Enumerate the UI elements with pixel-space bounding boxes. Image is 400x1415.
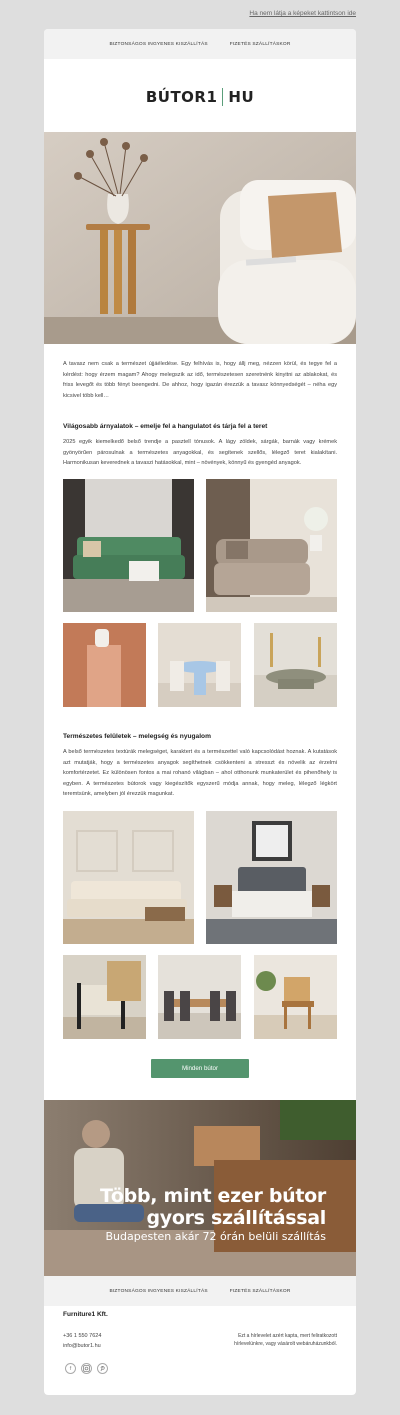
section2-text: A belső természetes textúrák melegséget, karaktert és a természettel való kapcsolódást hoznak. A kutatások azt mutatják, hogy a természetes anyagok segíthetnek csökkenteni a stresszt és növelik az érzelmi komfortérzetet. Ez különösen fontos a mai rohanó világban – ahol otthonunk munkaterület és pihenőhely is egyben. A természetes bútorok vagy kiegészítők egyszerű módja annak, hogy meleg, lélegző légkört teremtsünk, amelyben jól érezzük magunkat.: [63, 749, 337, 798]
dining-set-image[interactable]: [158, 955, 241, 1039]
footer-phone[interactable]: +36 1 550 7624: [63, 1333, 102, 1339]
cream-sofa-image[interactable]: [63, 811, 194, 944]
beige-lounger-image[interactable]: [206, 479, 337, 612]
top-benefits-bar: [44, 29, 356, 59]
banner-headline-line1: Több, mint ezer bútor: [100, 1185, 326, 1207]
section1-text: 2025 egyik kiemelkedő belső trendje a pasztell tónusok. A lágy zöldek, sárgák, barnák vagy krémek gyönyörűen párosulnak a természetes anyagokkal, és segítenek szellős, lélegző teret kialakítani. Harmonikusan keverednek a tavaszi hatásokkal, mint – növények, könnyű és gyengéd anyagok.: [63, 439, 337, 467]
logo-right: HU: [228, 88, 255, 106]
bed-image[interactable]: [206, 811, 337, 944]
instagram-icon[interactable]: [81, 1363, 92, 1374]
brand-logo[interactable]: [44, 87, 356, 107]
black-armchair-image[interactable]: [63, 955, 146, 1039]
banner-headline: [100, 1185, 326, 1229]
banner-headline-line2: gyors szállítással: [146, 1207, 326, 1229]
rattan-chair-image[interactable]: [254, 955, 337, 1039]
newsletter-card: [44, 29, 356, 1395]
intro-text: A tavasz nem csak a természet újjáéledése. Egy felhívás is, hogy állj meg, nézzen körül, és tegye fel a kérdést: hogy érzem magam? Ahogy melegszik az idő, természetesen szeretnénk kinyitni az ablakokat, és friss levegőt és több fényt beengedni. De ahhoz, hogy igazán érezzük a tavasz könnyedségét – néha egy kicsivel több kell…: [63, 361, 337, 399]
coffee-table-image[interactable]: [254, 623, 337, 707]
footer-company: Furniture1 Kft.: [63, 1311, 108, 1318]
green-sofa-image[interactable]: [63, 479, 194, 612]
logo-left: BÚTOR1: [145, 88, 218, 106]
section2-title: Természetes felületek – melegség és nyugalom: [63, 733, 211, 740]
footer-email[interactable]: info@butor1.hu: [63, 1343, 101, 1349]
banner-subline: Budapesten akár 72 órán belüli szállítás: [105, 1230, 326, 1243]
benefit-free-delivery: BIZTONSÁGOS INGYENES KISZÁLLÍTÁS: [109, 41, 208, 47]
benefit-free-delivery: BIZTONSÁGOS INGYENES KISZÁLLÍTÁS: [109, 1288, 208, 1294]
facebook-icon[interactable]: f: [65, 1363, 76, 1374]
footer-note: Ezt a hírlevelet azért kapta, mert feliratkozott hírlevelünkre, vagy vásárolt webáruházunkból.: [234, 1333, 337, 1347]
section1-title: Világosabb árnyalatok – emelje fel a hangulatot és tárja fel a teret: [63, 423, 268, 430]
all-furniture-button[interactable]: Minden bútor: [151, 1059, 249, 1078]
bottom-benefits-bar: [44, 1276, 356, 1306]
logo-divider: [222, 88, 223, 106]
blue-table-image[interactable]: [158, 623, 241, 707]
terracotta-stool-image[interactable]: [63, 623, 146, 707]
benefit-cash-on-delivery: FIZETÉS SZÁLLÍTÁSKOR: [229, 1288, 291, 1294]
view-in-browser-link[interactable]: Ha nem látja a képeket kattintson ide: [249, 10, 356, 17]
benefit-cash-on-delivery: FIZETÉS SZÁLLÍTÁSKOR: [229, 41, 291, 47]
hero-image[interactable]: [44, 132, 356, 344]
pinterest-icon[interactable]: [97, 1363, 108, 1374]
